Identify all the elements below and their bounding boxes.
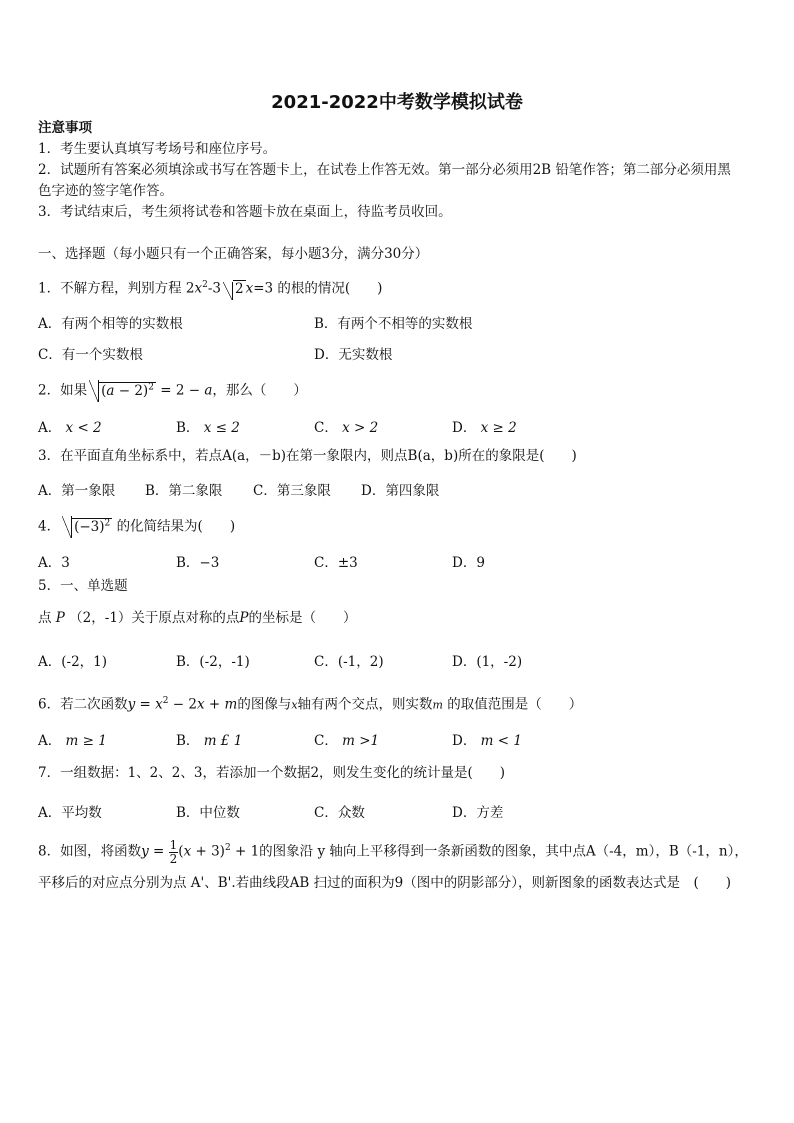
question-5-sub: 点 P （2，-1）关于原点对称的点P的坐标是（ ） [38, 610, 357, 626]
sqrt-symbol: $(-3)^2$ [62, 514, 112, 536]
question-6: 6．若二次函数$y = x^2 - 2x + m$的图像与x轴有两个交点，则实数m 的取值范围是（ ） [38, 696, 583, 713]
question-4 [38, 514, 235, 536]
q2-stem-end: ，那么（ ） [212, 382, 307, 399]
q6-option-c[interactable]: C． m >1 [314, 733, 380, 749]
q7-option-d[interactable]: D．方差 [452, 805, 504, 821]
q3-option-b[interactable]: B．第二象限 [145, 483, 223, 499]
q6-option-d[interactable]: D． m < 1 [452, 733, 522, 749]
q1-stem: 1．不解方程，判别方程 2 [38, 280, 195, 297]
notice-item: 1．考生要认真填写考场号和座位序号。 [38, 141, 277, 157]
q1-option-c[interactable]: C．有一个实数根 [38, 347, 143, 363]
notice-item: 3．考试结束后，考生须将试卷和答题卡放在桌面上，待监考员收回。 [38, 204, 452, 220]
page-title: 2021-2022中考数学模拟试卷 [271, 92, 523, 113]
notice-item: 色字迹的签字笔作答。 [38, 183, 173, 199]
q5-option-a[interactable]: A．(-2，1) [38, 654, 108, 670]
question-1: 1．不解方程，判别方程 $2x^2-3$ 2 x=3 的根的情况( ) [38, 280, 383, 297]
q4-option-b[interactable]: B．−3 [176, 555, 220, 571]
q1-option-d[interactable]: D．无实数根 [314, 347, 393, 363]
q7-option-b[interactable]: B．中位数 [176, 805, 240, 821]
question-7: 7．一组数据：1、2、2、3，若添加一个数据2，则发生变化的统计量是( ) [38, 765, 506, 781]
question-8: 8．如图，将函数y = $\frac{1}{2}$ $(x + 3)^2 + 1$的图象沿 y 轴向上平移得到一条新函数的图象，其中点A（-4，m），B（-1，n）， [38, 837, 748, 866]
question-8-line2: 平移后的对应点分别为点 A'、B'.若曲线段AB 扫过的面积为9（图中的阴影部分），则新图象的函数表达式是 ( ) [38, 875, 732, 891]
q7-option-c[interactable]: C．众数 [314, 805, 365, 821]
q1-stem-end: =3 的根的情况( ) [253, 280, 383, 297]
q1-option-a[interactable]: A．有两个相等的实数根 [38, 316, 183, 332]
q3-option-d[interactable]: D．第四象限 [361, 483, 440, 499]
q2-option-b[interactable]: B． x ≤ 2 [176, 420, 240, 436]
q7-option-a[interactable]: A．平均数 [38, 805, 102, 821]
q2-option-c[interactable]: C． x > 2 [314, 420, 379, 436]
q2-stem: 2．如果 [38, 382, 88, 399]
q5-option-d[interactable]: D．(1，-2) [452, 654, 523, 670]
question-3: 3．在平面直角坐标系中，若点A(a，－b)在第一象限内，则点B(a，b)所在的象限是( ) [38, 448, 577, 464]
q2-option-d[interactable]: D． x ≥ 2 [452, 420, 517, 436]
q5-option-c[interactable]: C．(-1，2) [314, 654, 384, 670]
q4-option-d[interactable]: D．9 [452, 555, 485, 571]
q3-option-c[interactable]: C．第三象限 [253, 483, 331, 499]
question-2: 2．如果 $(a - 2)^2 = 2 - a$，那么（ ） [38, 378, 307, 400]
q4-stem: 4． [38, 518, 61, 535]
q6-option-b[interactable]: B． m £ 1 [176, 733, 243, 749]
q4-stem-end: 的化简结果为( ) [116, 518, 236, 535]
fraction: $\frac{1}{2}$ [169, 837, 178, 866]
q1-option-b[interactable]: B．有两个不相等的实数根 [314, 316, 473, 332]
notice-heading: 注意事项 [38, 120, 92, 136]
q4-option-a[interactable]: A．3 [38, 555, 70, 571]
q6-option-a[interactable]: A． m ≥ 1 [38, 733, 107, 749]
q3-option-a[interactable]: A．第一象限 [38, 483, 116, 499]
notice-item: 2．试题所有答案必须填涂或书写在答题卡上，在试卷上作答无效。第一部分必须用2B 铅笔作答；第二部分必须用黑 [38, 162, 731, 178]
q2-option-a[interactable]: A． x < 2 [38, 420, 102, 436]
sqrt-symbol: 2 [223, 280, 246, 298]
sqrt-symbol: $(a - 2)^2$ [89, 378, 156, 400]
section-heading: 一、选择题（每小题只有一个正确答案，每小题3分，满分30分） [38, 246, 429, 262]
q4-option-c[interactable]: C．±3 [314, 555, 358, 571]
q5-option-b[interactable]: B．(-2，-1) [176, 654, 250, 670]
q1-stem-mid: -3 [207, 280, 221, 297]
question-5: 5．一、单选题 [38, 578, 128, 594]
